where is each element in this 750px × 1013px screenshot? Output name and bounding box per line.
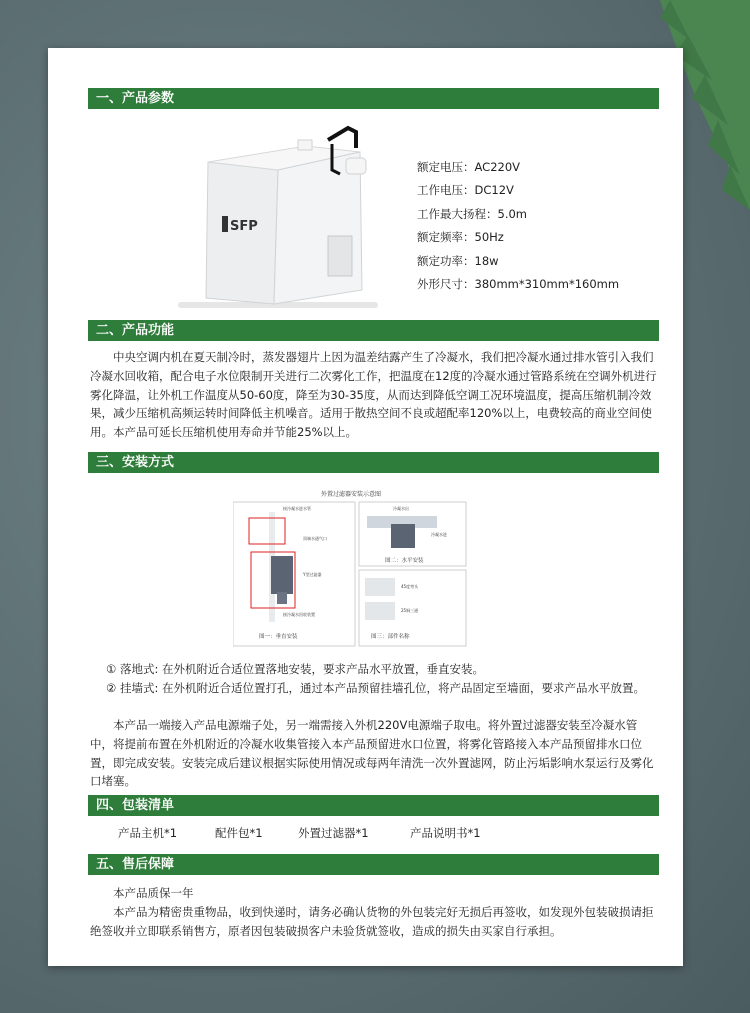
packing-item: 产品说明书*1	[410, 826, 481, 840]
svg-text:接冷凝水回收装置: 接冷凝水回收装置	[283, 612, 315, 617]
packing-item: 外置过滤器*1	[298, 826, 369, 840]
delivery-notice-text: 本产品为精密贵重物品，收到快递时，请务必确认货物的外包装完好无损后再签收，如发现外包装破损请拒绝签收并立即联系销售方，原者因包装破损客户未验货就签收，造成的损失由买家自行承担。	[90, 905, 654, 938]
section-title-function: 二、产品功能	[88, 320, 659, 341]
document-page	[48, 48, 683, 966]
install-wiring-text: 本产品一端接入产品电源端子处，另一端需接入外机220V电源端子取电。将外置过滤器安装至冷凝水管中，将提前布置在外机附近的冷凝水收集管接入本产品预留进水口位置，将雾化管路接入本产品预留排水口位置，即完成安装。安装完成后建议根据实际使用情况或每两年清洗一次外置滤网，防止污垢影响水泵运行及雾化口堵塞。	[90, 718, 654, 789]
spec-row: 额定功率：18w	[417, 253, 499, 268]
product-image	[178, 118, 378, 310]
spec-row: 额定频率：50Hz	[417, 230, 504, 245]
filter-install-diagram	[233, 488, 468, 650]
warranty-text: 本产品质保一年	[113, 886, 194, 900]
spec-list	[417, 156, 657, 296]
section-title-packing: 四、包装清单	[88, 795, 659, 816]
spec-row: 工作电压：DC12V	[417, 183, 514, 198]
svg-text:顶端水通气口: 顶端水通气口	[303, 536, 327, 541]
svg-text:25铜三通: 25铜三通	[401, 608, 419, 613]
install-floor-text: ① 落地式: 在外机附近合适位置落地安装，要求产品水平放置，垂直安装。	[106, 662, 484, 676]
svg-text:冷凝水出: 冷凝水出	[393, 506, 409, 511]
spec-row: 工作最大扬程：5.0m	[417, 206, 527, 221]
packing-item: 产品主机*1	[118, 826, 178, 840]
svg-text:Y型过滤器: Y型过滤器	[303, 572, 322, 577]
svg-text:外置过滤器安装示意图: 外置过滤器安装示意图	[320, 491, 382, 498]
svg-text:45度弯头: 45度弯头	[401, 584, 419, 589]
svg-text:图一：垂直安装: 图一：垂直安装	[259, 634, 298, 640]
section-title-aftersale: 五、售后保障	[88, 854, 659, 875]
svg-text:图三：部件名称: 图三：部件名称	[371, 634, 410, 640]
spec-row: 额定电压：AC220V	[417, 160, 521, 174]
brand-logo-text: SFP	[230, 219, 258, 234]
svg-text:接冷凝水进水管: 接冷凝水进水管	[283, 506, 311, 511]
svg-text:冷凝水进: 冷凝水进	[431, 532, 447, 537]
spec-row: 外形尺寸：380mm*310mm*160mm	[417, 276, 620, 291]
svg-text:图二：水平安装: 图二：水平安装	[385, 558, 424, 564]
section-title-specs: 一、产品参数	[88, 88, 659, 109]
section-title-install: 三、安装方式	[88, 452, 659, 473]
install-wall-text: ② 挂墙式: 在外机附近合适位置打孔，通过本产品预留挂墙孔位，将产品固定至墙面，要求产品水平放置。	[106, 681, 645, 695]
packing-item: 配件包*1	[215, 826, 263, 840]
function-paragraph: 中央空调内机在夏天制冷时，蒸发器翅片上因为温差结露产生了冷凝水，我们把冷凝水通过排水管引入我们冷凝水回收箱，配合电子水位限制开关进行二次雾化工作，把温度在12度的冷凝水通过管路系统在空调外机进行雾化降温，让外机工作温度从50-60度，降至为30-35度，从而达到降低空调工况环境温度，提高压缩机制冷效果，减少压缩机高频运转时间降低主机噪音。适用于散热空间不良或超配率120%以上，电费较高的商业空间使用。本产品可延长压缩机使用寿命并节能25%以上。	[90, 350, 657, 440]
